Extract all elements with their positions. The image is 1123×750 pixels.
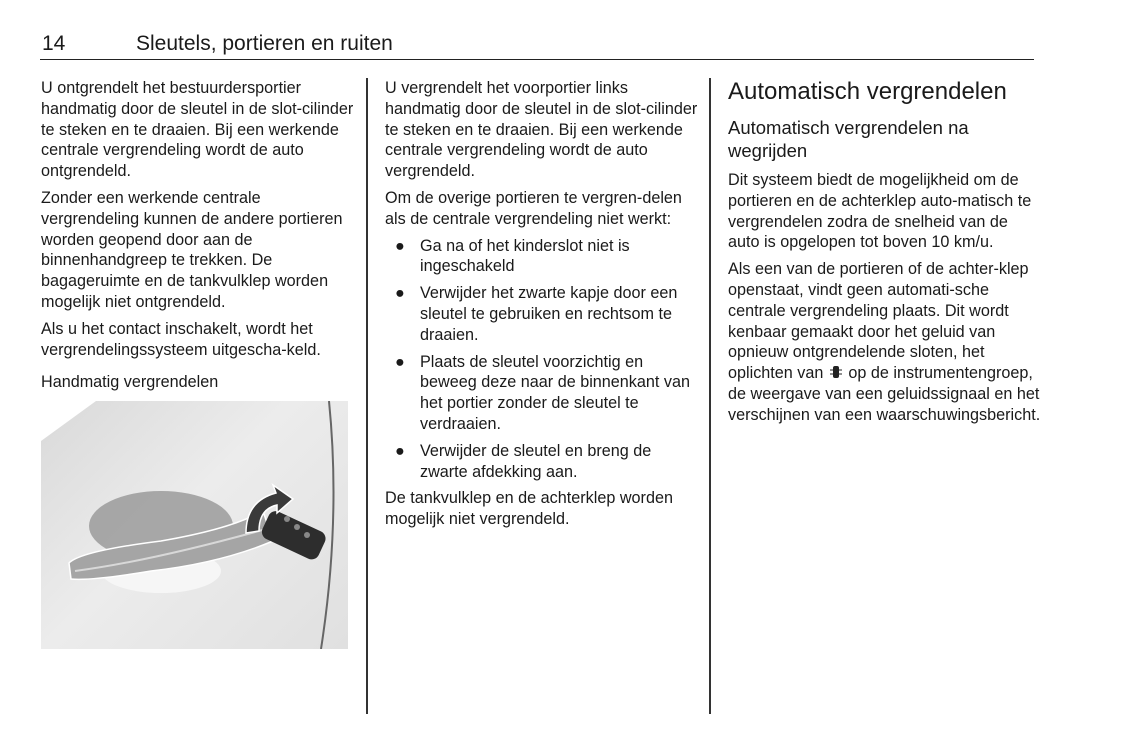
subheading-lock-after-driving: Automatisch vergrendelen na wegrijden <box>728 117 969 161</box>
door-handle-illustration-icon <box>41 401 348 649</box>
bullet-icon: ● <box>395 236 405 255</box>
paragraph: U ontgrendelt het bestuurdersportier handmatig door de sleutel in de slot-cilinder te steken en te draaien. Bij een werkende centrale vergrendeling wordt de auto ontgrendeld. <box>41 79 354 181</box>
page-number: 14 <box>42 32 66 55</box>
list-item: ● Verwijder het zwarte kapje door een sleutel te gebruiken en rechtsom te draaien. <box>395 284 678 344</box>
paragraph: Dit systeem biedt de mogelijkheid om de portieren en de achterklep auto-matisch te vergrendelen zodra de snelheid van de auto is opgelopen tot boven 10 km/u. <box>728 171 1032 252</box>
heading-automatic-locking: Automatisch vergrendelen <box>728 78 1007 105</box>
paragraph: Als een van de portieren of de achter-klep openstaat, vindt geen automati-sche centrale vergrendeling plaats. Dit wordt kenbaar gemaakt door het geluid van opnieuw ontgrendelende sloten, het oplichten van op de instrumentengroep, de weergave van een geluidssignaal en het verschijnen van een waarschuwingsbericht. <box>728 260 1041 424</box>
section-title: Sleutels, portieren en ruiten <box>136 32 393 55</box>
door-handle-key-illustration <box>41 401 348 649</box>
paragraph: De tankvulklep en de achterklep worden mogelijk niet vergrendeld. <box>385 489 673 529</box>
paragraph: U vergrendelt het voorportier links handmatig door de sleutel in de slot-cilinder te steken en te draaien. Bij een werkende centrale vergrendeling wordt de auto vergrendeld. <box>385 79 698 181</box>
page-header <box>40 30 1034 60</box>
list-item: ● Ga na of het kinderslot niet is ingeschakeld <box>395 236 630 276</box>
bullet-icon: ● <box>395 284 405 303</box>
door-open-warning-icon <box>830 365 842 379</box>
paragraph: Zonder een werkende centrale vergrendeling kunnen de andere portieren worden geopend door aan de binnenhandgreep te trekken. De bagageruimte en de tankvulklep worden mogelijk niet ontgrendeld. <box>41 188 343 311</box>
column-divider <box>366 78 368 714</box>
bullet-icon: ● <box>395 352 405 371</box>
column-3 <box>728 78 1043 432</box>
paragraph: Als u het contact inschakelt, wordt het vergrendelingssysteem uitgescha-keld. <box>41 319 321 359</box>
column-2 <box>385 78 700 536</box>
subheading-manual-lock: Handmatig vergrendelen <box>41 373 219 392</box>
paragraph: Om de overige portieren te vergren-delen als de centrale vergrendeling niet werkt: <box>385 188 682 228</box>
bullet-list <box>385 236 700 483</box>
column-1 <box>41 78 356 649</box>
bullet-icon: ● <box>395 441 405 460</box>
list-item: ● Plaats de sleutel voorzichtig en beweeg deze naar de binnenkant van het portier zonder de sleutel te verdraaien. <box>395 352 691 433</box>
list-item: ● Verwijder de sleutel en breng de zwarte afdekking aan. <box>395 441 652 481</box>
column-divider <box>709 78 711 714</box>
